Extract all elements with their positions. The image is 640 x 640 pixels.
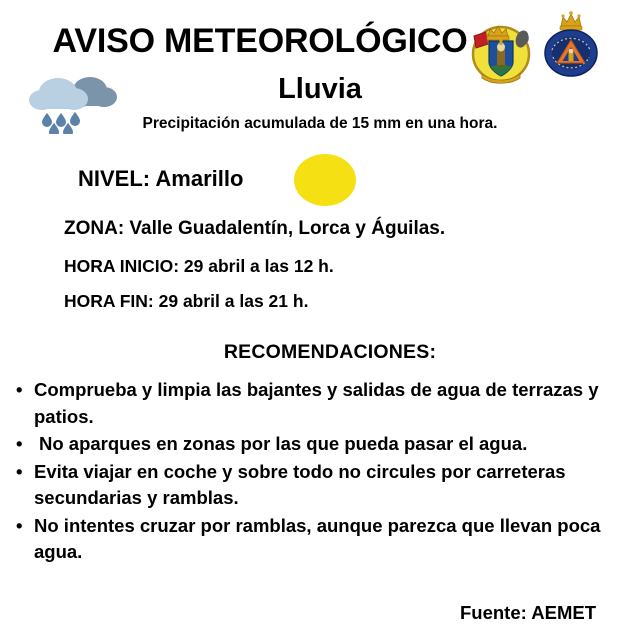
alert-level-label: NIVEL: Amarillo [78,166,244,191]
alert-end-time: HORA FIN: 29 abril a las 21 h. [64,291,309,311]
recommendation-item [14,431,628,458]
recommendation-item [14,377,628,430]
source-credit: Fuente: AEMET [459,602,596,623]
recommendations-heading: RECOMENDACIONES: [223,341,437,363]
phenomenon-title: Lluvia [278,73,362,105]
alert-zone: ZONA: Valle Guadalentín, Lorca y Águilas. [64,218,446,239]
recommendations-list [14,377,628,567]
bullet-icon: • [16,379,23,400]
alert-start-time: HORA INICIO: 29 abril a las 12 h. [64,256,334,276]
bullet-icon: • [16,460,23,482]
recommendation-item [14,513,628,566]
alert-level-color-dot [294,154,356,206]
recommendation-text: No intentes cruzar por ramblas, aunque parezca que llevan poca agua. [34,514,601,562]
page-title: AVISO METEOROLÓGICO [52,22,468,60]
recommendation-text: No aparques en zonas por las que pueda pasar el agua. [39,433,528,454]
precipitation-description: Precipitación acumulada de 15 mm en una hora. [142,115,498,132]
recommendation-text: Evita viajar en coche y sobre todo no circules por carreteras secundarias y ramblas. [34,460,566,508]
proteccion-civil-icon [540,10,602,78]
recommendation-text: Comprueba y limpia las bajantes y salidas de agua de terrazas y patios. [34,379,599,427]
bullet-icon: • [16,433,23,454]
bullet-icon: • [16,514,23,536]
recommendation-item [14,459,628,512]
